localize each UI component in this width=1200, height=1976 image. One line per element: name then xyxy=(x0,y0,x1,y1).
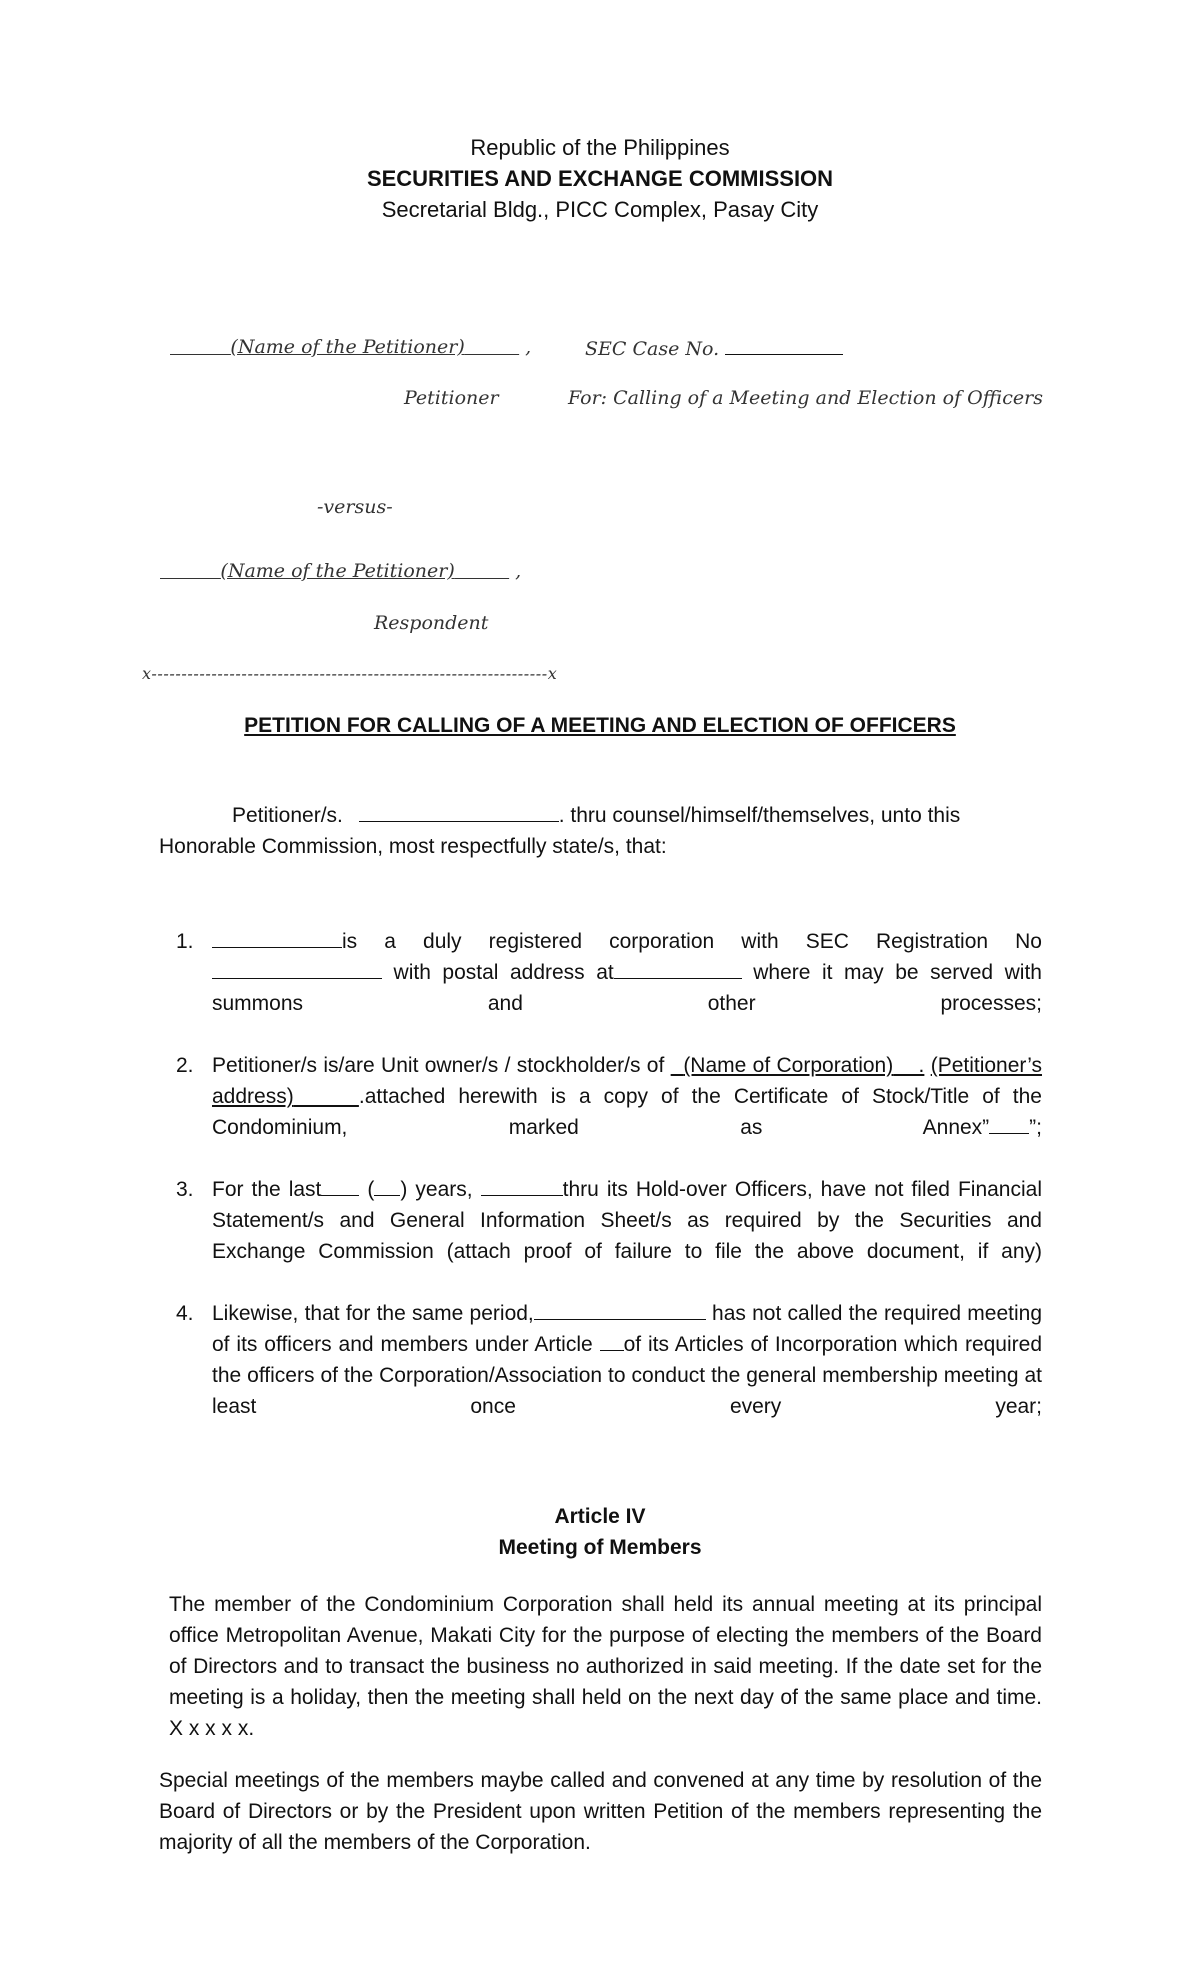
petitioner-name: (Name of the Petitioner) xyxy=(230,336,465,358)
allegation-item: 3. For the last ( ) years, thru its Hold-over Officers, have not filed Financial Statement/s and General Information Sheet/s as required by the Securities and Exchange Commission (attach proof of failure to file the above document, if any) xyxy=(212,1174,1042,1267)
article-paragraph-1: The member of the Condominium Corporation shall held its annual meeting at its principal office Metropolitan Avenue, Makati City for the purpose of electing the members of the Board of Directors and to transact the business no authorized in said meeting. If the date set for the meeting is a holiday, then the meeting shall held on the next day of the same place and time. X x x x x. xyxy=(169,1593,1042,1740)
header-republic: Republic of the Philippines xyxy=(470,135,730,160)
allegations-list xyxy=(176,926,1042,1453)
intro-end: . thru counsel/himself/themselves, unto this xyxy=(558,804,961,827)
respondent-name-line xyxy=(160,560,521,582)
petitioner-blank[interactable] xyxy=(359,801,559,822)
header-commission: SECURITIES AND EXCHANGE COMMISSION xyxy=(366,166,834,191)
allegation-item: 1. is a duly registered corporation with SEC Registration No with postal address at where it may be served with summons and other processes; xyxy=(212,926,1042,1019)
registration-blank[interactable] xyxy=(212,958,382,979)
entity-name-blank[interactable] xyxy=(534,1299,706,1320)
entity-blank[interactable] xyxy=(481,1175,563,1196)
case-purpose: For: Calling of a Meeting and Election of Officers xyxy=(568,387,1043,409)
respondent-comma: , xyxy=(515,560,522,582)
intro-paragraph xyxy=(159,800,1042,862)
case-number-label: SEC Case No. xyxy=(585,338,720,360)
petitioner-comma: , xyxy=(525,336,532,358)
corporation-name: (Name of Corporation) xyxy=(683,1054,894,1077)
allegation-item: 2. Petitioner/s is/are Unit owner/s / stockholder/s of (Name of Corporation) . (Petitioner’s address) .attached herewith is a copy of the Certificate of Stock/Title of the Condominium, marked as Annex” ”; xyxy=(176,1054,1042,1139)
case-number-blank[interactable] xyxy=(725,336,843,355)
document-header xyxy=(0,132,1200,225)
article-number-blank[interactable] xyxy=(600,1330,624,1351)
article-subheading: Meeting of Members xyxy=(498,1536,702,1559)
header-address: Secretarial Bldg., PICC Complex, Pasay City xyxy=(381,197,819,222)
years-words-blank[interactable] xyxy=(321,1175,359,1196)
years-number-blank[interactable] xyxy=(374,1175,400,1196)
intro-start: Petitioner/s. xyxy=(232,804,343,827)
versus-label: -versus- xyxy=(317,496,393,518)
petitioner-name-line xyxy=(170,336,531,358)
article-number: Article IV xyxy=(554,1505,646,1528)
petition-title: PETITION FOR CALLING OF A MEETING AND ELECTION OF OFFICERS xyxy=(244,714,956,737)
corporation-blank[interactable] xyxy=(212,927,342,948)
respondent-name: (Name of the Petitioner) xyxy=(220,560,455,582)
postal-address-blank[interactable] xyxy=(614,958,742,979)
petitioner-label: Petitioner xyxy=(404,387,499,409)
annex-blank[interactable] xyxy=(989,1113,1029,1134)
case-number-line xyxy=(585,336,843,360)
allegation-item: 4. Likewise, that for the same period, has not called the required meeting of its officers and members under Article of its Articles of Incorporation which required the officers of the Corporation/Association to conduct the general membership meeting at least once every year; xyxy=(212,1298,1042,1422)
caption-divider: x------------------------------------------------------------------x xyxy=(142,664,558,683)
article-paragraph-2: Special meetings of the members maybe called and convened at any time by resolution of the Board of Directors or by the President upon written Petition of the members representing the majority of all the members of the Corporation. xyxy=(159,1769,1042,1854)
petitioner-address: (Petitioner’s address) xyxy=(212,1054,1042,1108)
intro-line2: Honorable Commission, most respectfully state/s, that: xyxy=(159,835,667,858)
article-heading xyxy=(0,1501,1200,1563)
respondent-label: Respondent xyxy=(374,612,489,634)
